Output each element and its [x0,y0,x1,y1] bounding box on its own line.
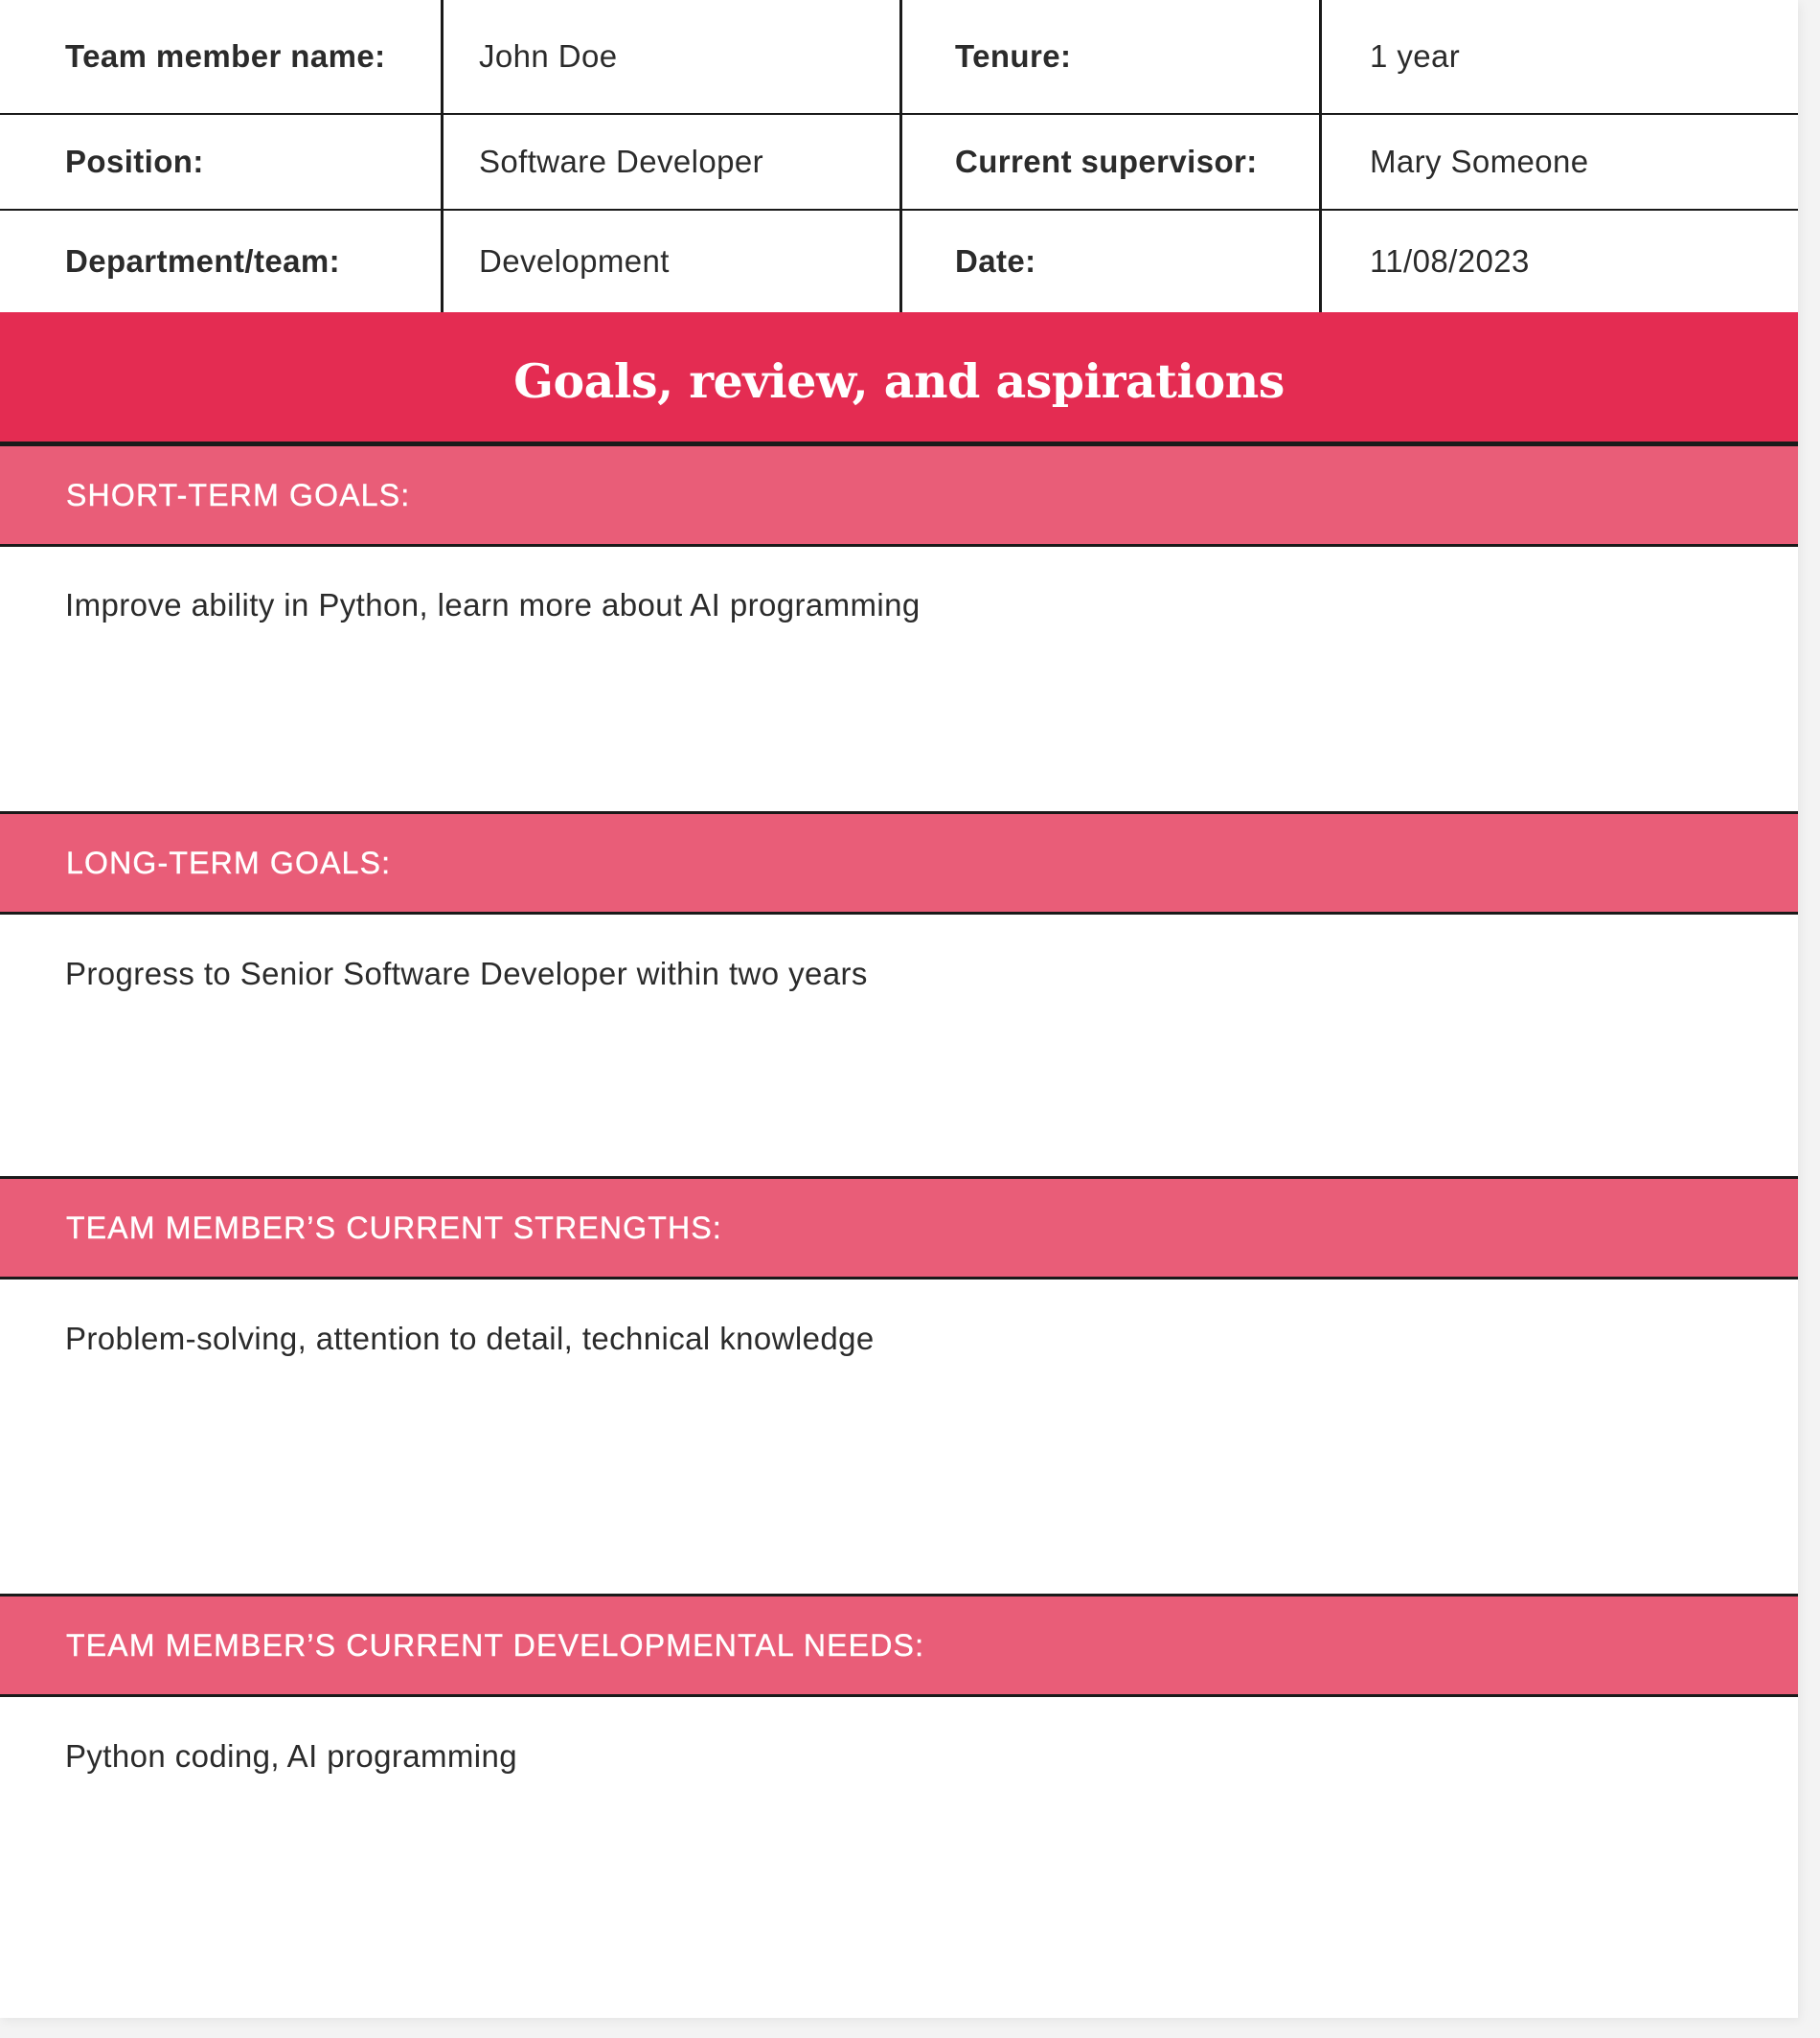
page-title: Goals, review, and aspirations [513,352,1285,409]
tenure-label: Tenure: [955,38,1072,74]
developmental-needs-content: Python coding, AI programming [65,1738,518,1774]
short-term-goals-header: SHORT-TERM GOALS: [0,443,1798,547]
short-term-goals-content: Improve ability in Python, learn more about AI programming [65,587,921,623]
employee-info-table [0,0,1798,312]
date-value: 11/08/2023 [1370,243,1530,279]
developmental-needs-header: TEAM MEMBER’S CURRENT DEVELOPMENTAL NEEDS: [0,1594,1798,1697]
column-divider [441,0,444,312]
team-member-name-value: John Doe [479,38,618,74]
team-member-name-label: Team member name: [65,38,386,74]
current-strengths-content: Problem-solving, attention to detail, technical knowledge [65,1321,875,1356]
date-label: Date: [955,243,1036,279]
tenure-value: 1 year [1370,38,1461,74]
current-supervisor-value: Mary Someone [1370,144,1589,179]
position-label: Position: [65,144,204,179]
column-divider [1319,0,1322,312]
position-value: Software Developer [479,144,764,179]
section-title-bar [0,312,1798,444]
department-team-value: Development [479,243,670,279]
column-divider [899,0,902,312]
long-term-goals-content: Progress to Senior Software Developer within two years [65,956,868,991]
department-team-label: Department/team: [65,243,340,279]
current-strengths-header: TEAM MEMBER’S CURRENT STRENGTHS: [0,1176,1798,1279]
current-supervisor-label: Current supervisor: [955,144,1258,179]
long-term-goals-header: LONG-TERM GOALS: [0,811,1798,915]
